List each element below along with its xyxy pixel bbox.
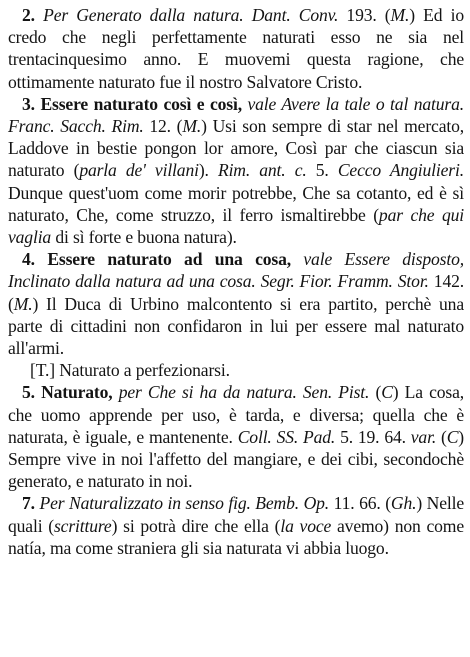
citation-text: 5. 19. 64.: [335, 426, 411, 447]
gloss: la voce: [280, 515, 332, 536]
entry-7: [8, 492, 464, 559]
citation-text: 11. 66. (: [329, 493, 391, 514]
citation-source: C: [446, 426, 459, 447]
definition: per Che si ha da natura. Sen. Pist.: [112, 382, 370, 403]
definition: Per Generato dalla natura. Dant. Conv.: [43, 5, 339, 25]
gloss: par che qui vaglia: [8, 204, 464, 248]
citation-author: Cecco Angiulieri.: [337, 160, 464, 181]
entry-note: [8, 359, 464, 381]
citation-source: M.: [390, 5, 410, 25]
headword: Essere naturato ad una cosa,: [47, 249, 291, 270]
citation-text: 5.: [306, 160, 338, 181]
entry-4: [8, 248, 464, 359]
quotation: ) Sempre vive in noi l'affetto del mangiare, e dei cibi, secondochè generato, e naturato in noi.: [8, 426, 465, 492]
citation-text: 193. (: [338, 5, 391, 25]
citation-text: (: [436, 426, 447, 447]
citation-text: 12. (: [143, 116, 183, 137]
entry-number: 4.: [22, 249, 48, 270]
dictionary-page: [8, 4, 464, 559]
quotation: ) La cosa, che uomo apprende per uso, è tarda, e diversa; quella che è naturata, è iguale, e mantenente.: [8, 382, 464, 447]
definition: Per Naturalizzato in senso fig. Bemb. Op.: [39, 493, 330, 514]
entry-number: 5.: [22, 382, 42, 403]
quotation: ) Il Duca di Urbino malcontento si era partito, perchè una parte di cittadini non confidaron in lui per essere mal naturato all'armi.: [8, 293, 464, 359]
gloss: parla de' villani: [79, 160, 199, 181]
entry-number: 2.: [22, 5, 44, 25]
citation-source: M.: [13, 293, 33, 314]
citation-source: Gh.: [390, 493, 417, 514]
quotation: ) Ed io credo che negli perfettamente naturati esso ne sia nel trentacinquesimo anno. E muovemi questa ragione, che ottimamente naturato fue il nostro Salvatore Cristo.: [8, 5, 464, 92]
quotation: di sì forte e buona natura).: [51, 227, 237, 248]
entry-5: [8, 381, 464, 492]
headword: Naturato,: [41, 382, 113, 403]
entry-number: 3.: [22, 93, 41, 114]
quotation: ) Usi son sempre di star nel mercato, Laddove in bestie pongon lor amore, Così par che ciascun sia naturato (: [8, 116, 464, 181]
citation-variant: var.: [410, 426, 437, 447]
quotation: avemo) non come natía, ma come straniera gli sia naturata vi abbia luogo.: [8, 515, 464, 558]
citation-text: 142. (: [8, 271, 464, 314]
citation-source: Coll. SS. Pad.: [237, 426, 336, 447]
entry-number: 7.: [22, 493, 40, 514]
entry-3: [8, 93, 464, 248]
citation-text: ).: [198, 160, 218, 181]
gloss: scritture: [53, 515, 112, 536]
headword: Essere naturato così e così,: [40, 93, 242, 114]
entry-2: [8, 4, 464, 93]
citation-source: Rim. ant. c.: [217, 160, 307, 181]
citation-source: C: [381, 382, 393, 403]
definition: vale Essere disposto, Inclinato dalla natura ad una cosa. Segr. Fior. Framm. Stor.: [8, 249, 464, 292]
note-text: [T.] Naturato a perfezionarsi.: [30, 360, 230, 381]
citation-text: (: [369, 382, 382, 403]
quotation: ) Nelle quali (: [8, 493, 464, 536]
quotation: ) si potrà dire che ella (: [111, 515, 281, 536]
quotation: Dunque quest'uom come morir potrebbe, Che sa cotanto, ed è sì naturato, Che, come struzzo, il ferro ismaltirebbe (: [8, 182, 464, 225]
definition: vale Avere la tale o tal natura. Franc. Sacch. Rim.: [8, 93, 465, 137]
citation-source: M.: [182, 116, 202, 137]
